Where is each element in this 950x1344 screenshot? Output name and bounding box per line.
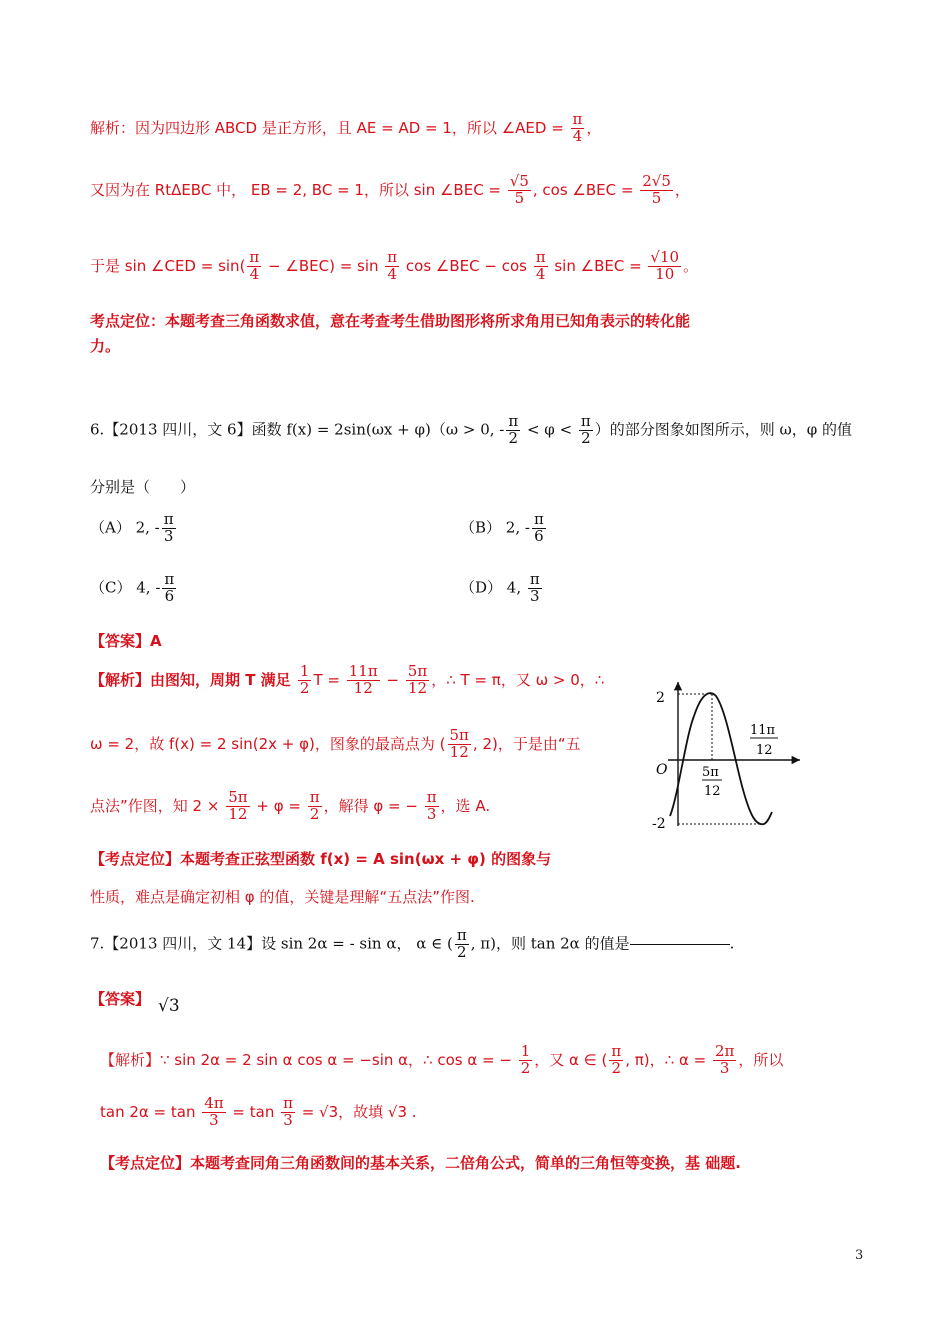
fraction: $\frac{\pi}{4}$ xyxy=(387,248,398,283)
fraction: $\frac{\pi}{6}$ xyxy=(533,510,544,545)
prev-analysis-line1: 解析：因为四边形 ABCD 是正方形，且 AE = AD = 1，所以 ∠AED = $\frac{\pi}{4}$ ， xyxy=(90,110,602,145)
q6-analysis-line1: 【解析】由图知，周期 T 满足 $\frac{1}{2}$ T = $\frac{11\pi}{12}$ − $\frac{5\pi}{12}$ ，∴ T = π，又 ω > 0，∴ xyxy=(90,662,605,697)
prev-analysis-line2: 又因为在 RtΔEBC 中， EB = 2, BC = 1，所以 sin ∠BEC = $\frac{√5}{5}$ , cos ∠BEC = $\frac{2√5}{5}$ ， xyxy=(90,172,690,207)
prev-point-line2: 力。 xyxy=(90,337,121,355)
q6-option-c[interactable]: （C） 4, - $\frac{\pi}{6}$ xyxy=(90,570,175,605)
q7-answer-value: √3 xyxy=(158,996,180,1016)
fraction: $\frac{\pi}{3}$ xyxy=(426,788,437,823)
q6-point-line1: 【考点定位】本题考查正弦型函数 f(x) = A sin(ωx + φ) 的图象与 xyxy=(90,850,552,868)
q7-answer-label: 【答案】 xyxy=(90,990,151,1008)
x1-label-den: 12 xyxy=(704,784,721,799)
q6-point-line2: 性质，难点是确定初相 φ 的值，关键是理解“五点法”作图. xyxy=(90,888,475,906)
fraction: $\frac{\pi}{3}$ xyxy=(283,1094,293,1129)
q7-analysis-line1: 【解析】∵ sin 2α = 2 sin α cos α = −sin α，∴ cos α = − $\frac{1}{2}$ ，又 α ∈ ( $\frac{\pi}{2}$ , π)，∴ α = $\frac{2\pi}{3}$ ，所以 xyxy=(100,1042,784,1077)
fraction: $\frac{\pi}{2}$ xyxy=(611,1042,622,1077)
q6-answer: 【答案】A xyxy=(90,632,162,650)
fraction: $\frac{5\pi}{12}$ xyxy=(449,726,469,761)
y-label-bottom: -2 xyxy=(652,816,666,832)
fraction: $\frac{\pi}{3}$ xyxy=(163,510,174,545)
sine-graph xyxy=(650,676,810,836)
q7-point: 【考点定位】本题考查同角三角函数间的基本关系，二倍角公式，简单的三角恒等变换，基 础题. xyxy=(100,1154,741,1172)
fraction: $\frac{5\pi}{12}$ xyxy=(228,788,248,823)
fraction: $\frac{\pi}{2}$ xyxy=(456,926,467,961)
q6-analysis-line2: ω = 2，故 f(x) = 2 sin(2x + φ)，图象的最高点为 ( $\frac{5\pi}{12}$ , 2)，于是由“五 xyxy=(90,726,581,761)
fraction: $\frac{2\pi}{3}$ xyxy=(714,1042,735,1077)
fraction: $\frac{4\pi}{3}$ xyxy=(204,1094,224,1129)
fraction: $\frac{\pi}{4}$ xyxy=(572,110,583,145)
x2-label-den: 12 xyxy=(756,743,773,758)
blank-line[interactable] xyxy=(630,944,730,945)
fraction: $\frac{\pi}{4}$ xyxy=(535,248,546,283)
q6-option-b[interactable]: （B） 2, - $\frac{\pi}{6}$ xyxy=(460,510,544,545)
q6-option-a[interactable]: （A） 2, - $\frac{\pi}{3}$ xyxy=(90,510,174,545)
sine-curve xyxy=(670,693,772,824)
q6-stem-line2: 分别是（ ） xyxy=(90,478,196,496)
fraction: $\frac{√10}{10}$ xyxy=(650,248,680,283)
fraction: $\frac{2√5}{5}$ xyxy=(642,172,671,207)
x2-label-num: 11π xyxy=(750,723,776,738)
q7-stem: 7.【2013 四川，文 14】设 sin 2α = - sin α， α ∈ ( $\frac{\pi}{2}$ , π)，则 tan 2α 的值是 . xyxy=(90,926,735,961)
fraction: $\frac{1}{2}$ xyxy=(299,662,310,697)
fraction: $\frac{√5}{5}$ xyxy=(509,172,529,207)
q6-stem-line1: 6.【2013 四川，文 6】函数 f(x) = 2sin(ωx + φ)（ω > 0, - $\frac{\pi}{2}$ < φ < $\frac{\pi}{2}$ ）的部分图象如图所示，则 ω，φ 的值 xyxy=(90,412,853,447)
fraction: $\frac{\pi}{2}$ xyxy=(580,412,591,447)
fraction: $\frac{\pi}{4}$ xyxy=(249,248,260,283)
page-number: 3 xyxy=(855,1248,864,1263)
y-label-top: 2 xyxy=(656,690,665,706)
prev-analysis-line3: 于是 sin ∠CED = sin( $\frac{\pi}{4}$ − ∠BEC) = sin $\frac{\pi}{4}$ cos ∠BEC − cos $\frac{\pi}{4}$ sin ∠BEC = $\frac{√10}{10}$ 。 xyxy=(90,248,699,283)
fraction: $\frac{\pi}{6}$ xyxy=(164,570,175,605)
fraction: $\frac{11\pi}{12}$ xyxy=(348,662,378,697)
q6-option-d[interactable]: （D） 4, $\frac{\pi}{3}$ xyxy=(460,570,540,605)
fraction: $\frac{1}{2}$ xyxy=(520,1042,531,1077)
prev-point-line1: 考点定位：本题考查三角函数求值，意在考查考生借助图形将所求角用已知角表示的转化能 xyxy=(90,312,691,330)
x1-label-num: 5π xyxy=(702,765,719,780)
fraction: $\frac{5\pi}{12}$ xyxy=(407,662,428,697)
fraction: $\frac{\pi}{3}$ xyxy=(529,570,540,605)
q7-analysis-line2: tan 2α = tan $\frac{4\pi}{3}$ = tan $\frac{\pi}{3}$ = √3，故填 √3 . xyxy=(100,1094,417,1129)
origin-label: O xyxy=(656,762,668,778)
fraction: $\frac{\pi}{2}$ xyxy=(309,788,320,823)
q6-analysis-line3: 点法”作图，知 2 × $\frac{5\pi}{12}$ + φ = $\frac{\pi}{2}$ ，解得 φ = − $\frac{\pi}{3}$ ，选 A. xyxy=(90,788,491,823)
fraction: $\frac{\pi}{2}$ xyxy=(508,412,519,447)
